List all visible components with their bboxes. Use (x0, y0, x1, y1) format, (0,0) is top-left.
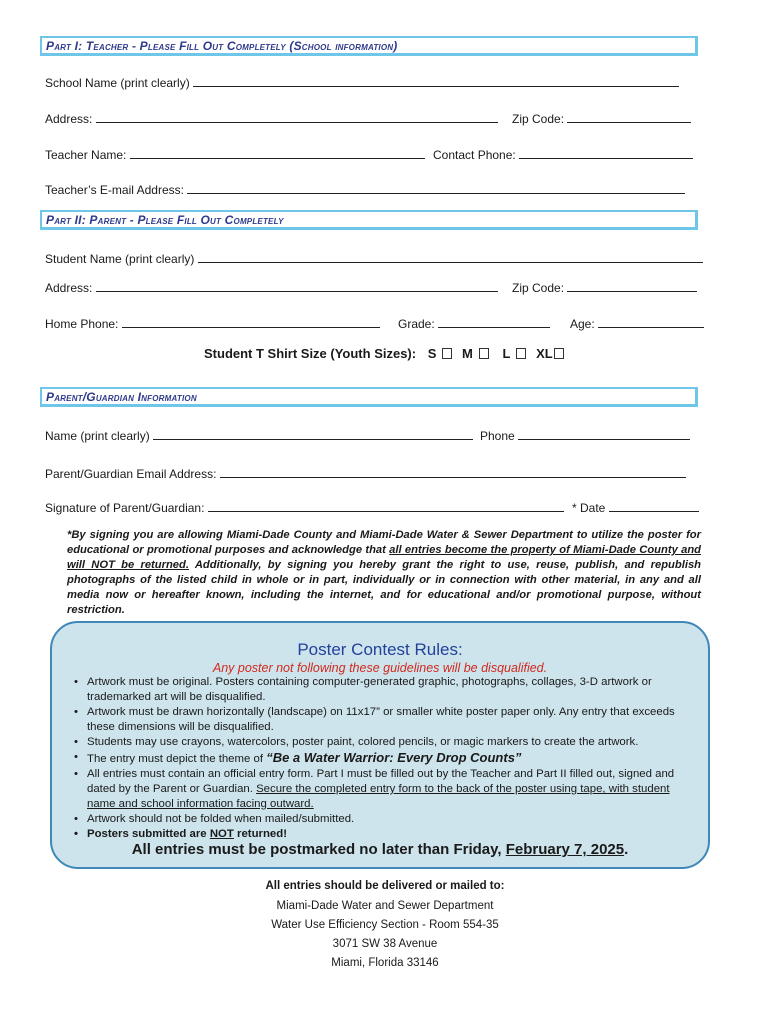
theme-title: “Be a Water Warrior: Every Drop Counts” (266, 750, 522, 765)
part2-header (40, 210, 698, 230)
date-field[interactable] (609, 499, 699, 512)
contest-rules-box (50, 621, 710, 869)
shirt-size-row (204, 346, 570, 361)
zip-row-1 (512, 110, 691, 126)
rule-item: • Artwork must be original. Posters containing computer-generated graphic, photographs, collages, 3-D artwork or trademarked art will be disqualified. (74, 675, 694, 705)
address-label: Address: (45, 112, 93, 126)
teacher-name-label: Teacher Name: (45, 148, 127, 162)
school-name-label: School Name (print clearly) (45, 76, 190, 90)
home-phone-row (45, 315, 380, 331)
entry-form-instruction: Secure the completed entry form to the back of the poster using tape, with student name and school information facing outward. (87, 783, 670, 810)
address-field[interactable] (96, 110, 498, 123)
rules-warning: Any poster not following these guidelines will be disqualified. (212, 661, 548, 675)
part1-header (40, 36, 698, 56)
teacher-email-label: Teacher’s E-mail Address: (45, 183, 184, 197)
deadline-date: February 7, 2025 (505, 841, 625, 858)
guardian-name-label: Name (print clearly) (45, 429, 150, 443)
consent-text-1: *By signing you are allowing Miami-Dade County and Miami-Dade Water & Sewer Department to utilize the poster for educational or promotional purposes and acknowledge that (67, 529, 701, 556)
returns-not: NOT (209, 828, 234, 840)
home-phone-field[interactable] (122, 315, 380, 328)
student-name-row (45, 250, 703, 266)
rule-item-theme (74, 750, 694, 767)
contact-phone-field[interactable] (519, 146, 693, 159)
student-zip-label: Zip Code: (512, 281, 565, 295)
grade-field[interactable] (438, 315, 550, 328)
guardian-phone-field[interactable] (518, 427, 690, 440)
guardian-phone-label: Phone (480, 429, 515, 443)
size-m-checkbox[interactable] (479, 348, 489, 359)
student-address-field[interactable] (96, 279, 498, 292)
guardian-header (40, 387, 698, 407)
delivery-line-1: Miami-Dade Water and Sewer Department (276, 900, 494, 912)
teacher-email-row (45, 181, 685, 197)
student-name-field[interactable] (198, 250, 703, 263)
guardian-email-field[interactable] (220, 465, 686, 478)
guardian-phone-row (480, 427, 690, 443)
deadline-text: All entries must be postmarked no later than Friday, (131, 841, 506, 858)
student-name-label: Student Name (print clearly) (45, 252, 195, 266)
guardian-name-field[interactable] (153, 427, 473, 440)
signature-field[interactable] (208, 499, 564, 512)
part1-header-text: Part I: Teacher - Please Fill Out Completely (School information) (46, 39, 398, 53)
deadline-period: . (624, 841, 629, 858)
zip-label: Zip Code: (512, 112, 565, 126)
guardian-email-label: Parent/Guardian Email Address: (45, 467, 217, 481)
consent-statement (67, 528, 701, 618)
consent-text-2: Additionally, by signing you hereby grant the right to use, reuse, publish, and republish photographs of the listed child in whole or in part, individually or in connection with other material, in any and all media now or hereafter known, including the internet, and for educational and/or promotional purpose, without restriction. (67, 559, 701, 616)
shirt-size-label: Student T Shirt Size (Youth Sizes): (204, 346, 417, 361)
address-row-2 (45, 279, 498, 295)
grade-row (398, 315, 550, 331)
rule-item: • Artwork should not be folded when mailed/submitted. (74, 812, 694, 827)
consent-text-underlined: all entries become the property of Miami-Dade County and will NOT be returned. (67, 544, 701, 571)
date-label: * Date (572, 501, 606, 515)
school-name-row (45, 74, 679, 90)
size-m-label: M (462, 346, 473, 361)
size-s-label: S (427, 346, 437, 361)
size-l-checkbox[interactable] (516, 348, 526, 359)
address-row-1 (45, 110, 498, 126)
signature-label: Signature of Parent/Guardian: (45, 501, 205, 515)
age-label: Age: (570, 317, 595, 331)
rule-item: • Students may use crayons, watercolors, poster paint, colored pencils, or magic markers to create the artwork. (74, 735, 694, 750)
teacher-name-field[interactable] (130, 146, 425, 159)
student-zip-field[interactable] (567, 279, 697, 292)
deadline-statement (52, 841, 708, 858)
rule-item: • Artwork must be drawn horizontally (landscape) on 11x17” or smaller white poster paper only. Any entry that exceeds these dimensions will be disqualified. (74, 705, 694, 735)
guardian-header-text: Parent/Guardian Information (46, 390, 197, 404)
home-phone-label: Home Phone: (45, 317, 119, 331)
rules-list (74, 675, 694, 842)
size-s-checkbox[interactable] (442, 348, 452, 359)
teacher-email-field[interactable] (187, 181, 685, 194)
date-row (572, 499, 699, 515)
grade-label: Grade: (398, 317, 435, 331)
zip-field[interactable] (567, 110, 691, 123)
guardian-name-row (45, 427, 473, 443)
entry-form-text: All entries must contain an official entry form. Part I must be filled out by the Teacher and Part II filled out, signed and dated by the Parent or Guardian. (87, 768, 675, 795)
delivery-line-2: Water Use Efficiency Section - Room 554-35 (271, 919, 499, 931)
delivery-heading: All entries should be delivered or mailed to: (265, 880, 505, 892)
delivery-line-3: 3071 SW 38 Avenue (332, 938, 438, 950)
delivery-line-4: Miami, Florida 33146 (331, 957, 439, 969)
theme-intro: The entry must depict the theme of (87, 753, 267, 765)
contact-phone-row (433, 146, 693, 162)
size-l-label: L (502, 346, 511, 361)
contact-phone-label: Contact Phone: (433, 148, 516, 162)
size-xl-label: XL (536, 346, 553, 361)
signature-row (45, 499, 564, 515)
school-name-field[interactable] (193, 74, 679, 87)
size-xl-checkbox[interactable] (554, 348, 564, 359)
age-row (570, 315, 704, 331)
zip-row-2 (512, 279, 697, 295)
rule-item-returns (74, 827, 694, 842)
part2-header-text: Part II: Parent - Please Fill Out Completely (46, 213, 284, 227)
student-address-label: Address: (45, 281, 93, 295)
rules-title: Poster Contest Rules: (297, 640, 463, 659)
teacher-name-row (45, 146, 425, 162)
returns-text-1: Posters submitted are (87, 828, 210, 840)
rule-item-entry-form (74, 767, 694, 812)
returns-text-2: returned! (233, 828, 288, 840)
guardian-email-row (45, 465, 686, 481)
age-field[interactable] (598, 315, 704, 328)
